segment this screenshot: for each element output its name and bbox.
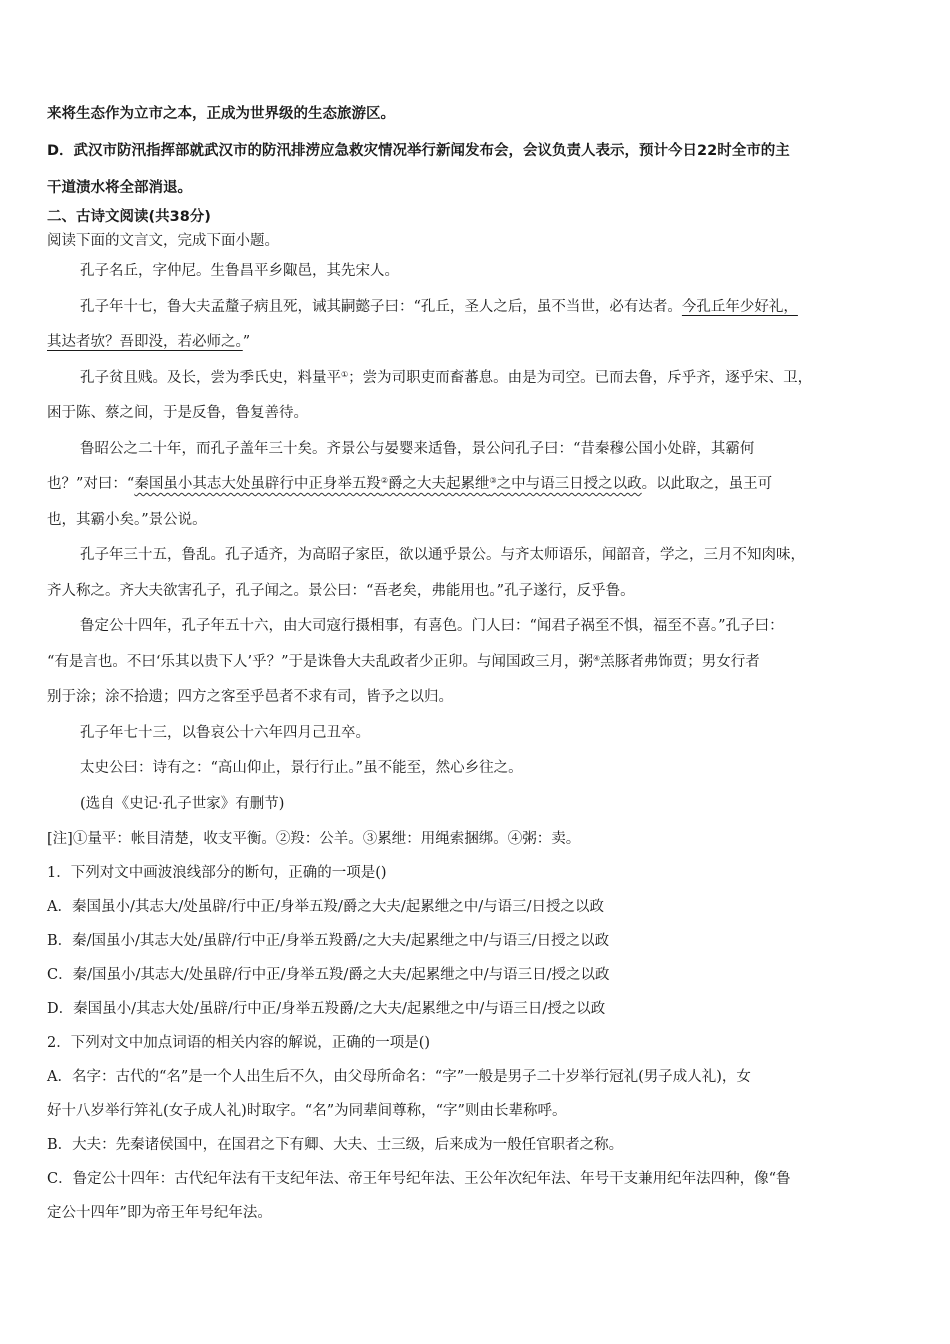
q1-option-c: C．秦/国虽小/其志大/处虽辟/行中正/身举五羖/爵之大夫/起累绁之中/与语三日/授之以政 (47, 967, 610, 983)
question-1: 1．下列对文中画波浪线部分的断句，正确的一项是() (47, 865, 387, 881)
footnote-marker: ① (341, 369, 349, 379)
annotation-notes: [注]①量平：帐目清楚，收支平衡。②羖：公羊。③累绁：用绳索捆绑。④粥：卖。 (47, 831, 581, 847)
underlined-sentence: 其达者欤？吾即没，若必师之。 (47, 334, 243, 350)
q2-option-c-cont: 定公十四年”即为帝王年号纪年法。 (47, 1205, 272, 1221)
passage-line: 也？”对曰：“秦国虽小其志大处虽辟行中正身举五羖②爵之大夫起累绁③之中与语三日授之以政。以此取之，虽王可 (47, 476, 773, 492)
q2-option-c: C．鲁定公十四年：古代纪年法有干支纪年法、帝王年号纪年法、王公年次纪年法、年号干支兼用纪年法四种，像“鲁 (47, 1171, 791, 1187)
passage-line: 困于陈、蔡之间，于是反鲁，鲁复善待。 (47, 405, 308, 421)
prev-question-line: 来将生态作为立市之本，正成为世界级的生态旅游区。 (47, 106, 395, 122)
passage-source: (选自《史记·孔子世家》有删节) (80, 795, 285, 812)
q1-option-b: B．秦/国虽小/其志大处/虽辟/行中正/身举五羖爵/之大夫/起累绁之中/与语三/日授之以政 (47, 933, 610, 949)
document-page (47, 96, 907, 1230)
q2-option-a-cont: 好十八岁举行笄礼(女子成人礼)时取字。“名”为同辈间尊称，“字”则由长辈称呼。 (47, 1103, 567, 1119)
q1-option-d: D．秦国虽小/其志大处/虽辟/行中正/身举五羖爵/之大夫/起累绁之中/与语三日/授之以政 (47, 1001, 606, 1017)
footnote-marker: ② (380, 476, 388, 485)
question-2: 2．下列对文中加点词语的相关内容的解说，正确的一项是() (47, 1035, 431, 1051)
passage-line: 也，其霸小矣。”景公说。 (47, 511, 207, 528)
section-intro: 阅读下面的文言文，完成下面小题。 (47, 233, 279, 249)
passage-paragraph: 孔子贫且贱。及长，尝为季氏史，料量平①；尝为司职吏而畜蕃息。由是为司空。已而去鲁，斥乎齐，逐乎宋、卫， (80, 369, 813, 386)
passage-paragraph: 孔子名丘，字仲尼。生鲁昌平乡陬邑，其先宋人。 (80, 263, 399, 279)
passage-line: 别于涂；涂不拾遗；四方之客至乎邑者不求有司，皆予之以归。 (47, 689, 453, 705)
underlined-sentence: 今孔丘年少好礼， (681, 298, 798, 315)
passage-paragraph: 孔子年十七，鲁大夫孟釐子病且死，诫其嗣懿子曰：“孔丘，圣人之后，虽不当世，必有达者。今孔丘年少好礼， (80, 298, 798, 315)
passage-paragraph: 鲁定公十四年，孔子年五十六，由大司寇行摄相事，有喜色。门人曰：“闻君子祸至不惧，福至不喜。”孔子曰： (80, 618, 784, 634)
passage-paragraph: 孔子年三十五，鲁乱。孔子适齐，为高昭子家臣，欲以通乎景公。与齐太师语乐，闻韶音，学之，三月不知肉味， (80, 547, 805, 563)
passage-paragraph: 孔子年七十三，以鲁哀公十六年四月己丑卒。 (80, 724, 370, 741)
section-title: 二、古诗文阅读(共38分) (47, 209, 211, 225)
option-d-line-cont: 干道渍水将全部消退。 (47, 180, 192, 196)
footnote-marker: ④ (593, 653, 601, 663)
passage-line: “有是言也。不曰‘乐其以贵下人’乎？”于是诛鲁大夫乱政者少正卯。与闻国政三月，粥④羔豚者弗饰贾；男女行者 (47, 653, 760, 670)
passage-line: 其达者欤？吾即没，若必师之。” (47, 334, 251, 350)
option-d-line: D．武汉市防汛指挥部就武汉市的防汛排涝应急救灾情况举行新闻发布会，会议负责人表示，预计今日22时全市的主 (47, 143, 790, 159)
passage (47, 254, 907, 822)
q2-option-b: B．大夫：先秦诸侯国中，在国君之下有卿、大夫、士三级，后来成为一般任官职者之称。 (47, 1137, 624, 1153)
passage-paragraph: 鲁昭公之二十年，而孔子盖年三十矣。齐景公与晏婴来适鲁，景公问孔子曰：“昔秦穆公国小处辟，其霸何 (80, 440, 755, 457)
passage-line: 齐人称之。齐大夫欲害孔子，孔子闻之。景公曰：“吾老矣，弗能用也。”孔子遂行，反乎鲁。 (47, 582, 635, 599)
footnote-marker: ③ (489, 476, 497, 485)
q1-option-a: A．秦国虽小/其志大/处虽辟/行中正/身举五羖/爵之大夫/起累绁之中/与语三/日授之以政 (47, 899, 605, 915)
wavy-underlined-text: 秦国虽小其志大处虽辟行中正身举五羖②爵之大夫起累绁③之中与语三日授之以政 (134, 476, 642, 492)
passage-paragraph: 太史公曰：诗有之：“高山仰止，景行行止。”虽不能至，然心乡往之。 (80, 760, 523, 776)
q2-option-a: A．名字：古代的“名”是一个人出生后不久，由父母所命名：“字”一般是男子二十岁举行冠礼(男子成人礼)，女 (47, 1069, 751, 1085)
